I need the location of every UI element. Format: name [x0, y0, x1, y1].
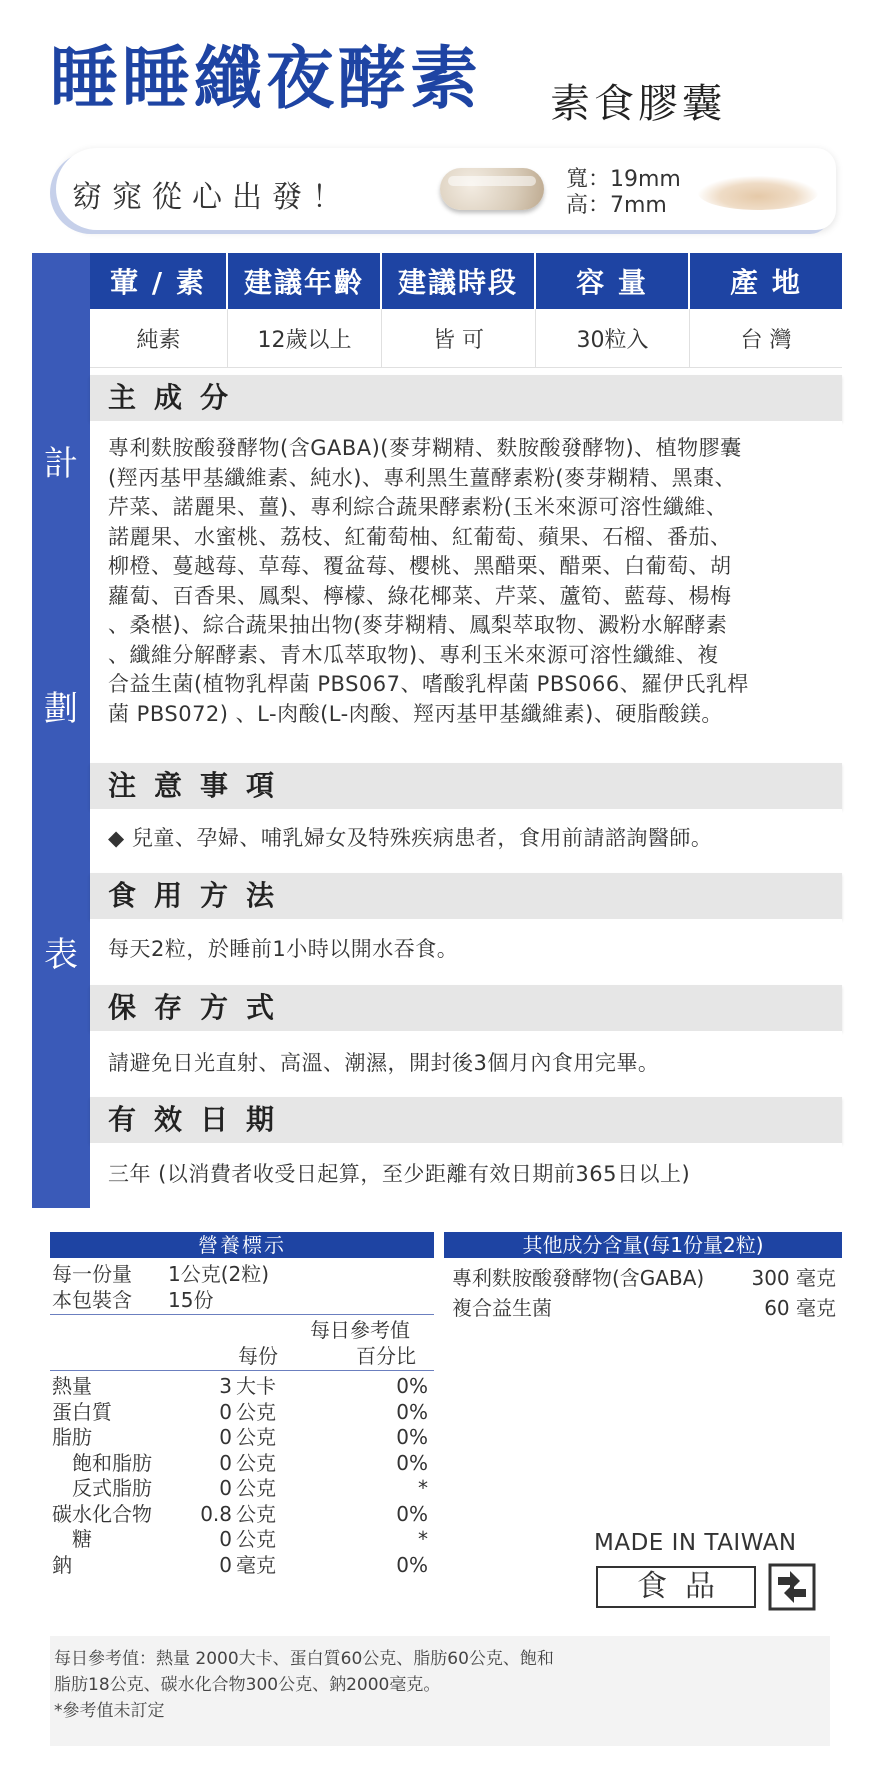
nutrient-name: 蛋白質: [52, 1399, 112, 1424]
divider: [50, 1370, 434, 1371]
ingredient-line: 芹菜、諾麗果、薑)、專利綜合蔬果酵素粉(玉米來源可溶性纖維、: [108, 495, 728, 519]
spec-width: 寬：19mm: [566, 167, 681, 192]
divider: [50, 1314, 434, 1315]
table-header-cell: 建議年齡: [228, 253, 380, 309]
nutrient-daily-pct: 0%: [396, 1374, 428, 1398]
section-heading-ingredients: 主成分: [90, 375, 842, 421]
nutrient-unit: 公克: [236, 1476, 276, 1500]
nutrient-name: 鈉: [52, 1552, 72, 1577]
ingredient-line: (羥丙基甲基纖維素、純水)、專利黑生薑酵素粉(麥芽糊精、黑棗、: [108, 465, 737, 490]
ingredient-line: 、纖維分解酵素、青木瓜萃取物)、專利玉米來源可溶性纖維、複: [108, 642, 719, 667]
ingredient-line: 柳橙、蔓越莓、草莓、覆盆莓、櫻桃、黑醋栗、醋栗、白葡萄、胡: [108, 554, 732, 578]
nutrient-amount: 0: [219, 1399, 232, 1424]
product-title: 睡睡纖夜酵素: [50, 40, 483, 119]
nutrition-title: 營養標示: [50, 1232, 434, 1258]
usage-text: 每天2粒，於睡前1小時以開水吞食。: [108, 937, 459, 961]
expiry-text: 三年 (以消費者收受日起算，至少距離有效日期前365日以上): [108, 1162, 691, 1186]
recycle-icon: [768, 1563, 816, 1611]
nutrient-unit: 公克: [236, 1399, 276, 1424]
nutrient-daily-pct: 0%: [396, 1501, 428, 1526]
nutrient-daily-pct: 0%: [396, 1425, 428, 1449]
ingredient-line: 專利麩胺酸發酵物(含GABA)(麥芽糊精、麩胺酸發酵物)、植物膠囊: [108, 436, 742, 460]
nutrient-name: 熱量: [52, 1374, 92, 1398]
table-header-cell: 建議時段: [382, 253, 534, 309]
table-value-cell: 30粒入: [536, 309, 690, 368]
daily-value-header-sub: 百分比: [356, 1344, 416, 1368]
table-value-cell: 12歲以上: [228, 309, 382, 368]
nutrient-amount: 0.8: [200, 1501, 232, 1526]
product-subtitle: 素食膠囊: [550, 81, 726, 127]
nutrient-name: 反式脂肪: [72, 1476, 152, 1500]
band-char: 表: [44, 935, 78, 975]
other-item-name: 專利麩胺酸發酵物(含GABA): [452, 1266, 705, 1290]
spec-height: 高：7mm: [566, 193, 667, 218]
nutrient-unit: 公克: [236, 1425, 276, 1449]
nutrient-name: 脂肪: [52, 1425, 92, 1449]
nutrient-amount: 0: [219, 1450, 232, 1475]
nutrient-unit: 毫克: [236, 1552, 276, 1577]
band-char: 劃: [44, 689, 78, 729]
table-header-cell: 產 地: [690, 253, 842, 309]
powder-image: [698, 176, 818, 210]
nutrient-unit: 大卡: [236, 1374, 276, 1398]
section-heading-usage: 食用方法: [90, 873, 842, 919]
package-value: 15份: [168, 1288, 214, 1312]
table-value-cell: 純素: [90, 309, 228, 368]
band-char: 計: [44, 444, 78, 484]
nutrient-daily-pct: *: [418, 1476, 428, 1500]
nutrient-unit: 公克: [236, 1501, 276, 1526]
ingredients-text: [108, 434, 838, 729]
slogan-text: 窈窕從心出發！: [72, 180, 352, 215]
other-item-name: 複合益生菌: [452, 1296, 552, 1320]
section-heading-expiry: 有效日期: [90, 1097, 842, 1143]
nutrient-amount: 0: [219, 1552, 232, 1577]
table-header-cell: 葷 / 素: [90, 253, 226, 309]
other-item-value: 60 毫克: [764, 1296, 836, 1320]
storage-text: 請避免日光直射、高溫、潮濕，開封後3個月內食用完畢。: [108, 1051, 660, 1075]
other-content-title: 其他成分含量(每1份量2粒): [444, 1232, 842, 1258]
ingredient-line: 、桑椹)、綜合蔬果抽出物(麥芽糊精、鳳梨萃取物、澱粉水解酵素: [108, 613, 728, 637]
plan-band: [32, 253, 90, 1208]
nutrient-daily-pct: *: [418, 1527, 428, 1551]
nutrient-amount: 0: [219, 1527, 232, 1551]
section-heading-storage: 保存方式: [90, 985, 842, 1031]
nutrient-unit: 公克: [236, 1450, 276, 1475]
footnote-line: 脂肪18公克、碳水化合物300公克、鈉2000毫克。: [54, 1675, 441, 1695]
per-serving-header: 每份: [238, 1344, 278, 1368]
ingredient-line: 菌 PBS072) 、L-肉酸(L-肉酸、羥丙基甲基纖維素)、硬脂酸鎂。: [108, 701, 723, 726]
nutrient-daily-pct: 0%: [396, 1450, 428, 1475]
nutrient-amount: 0: [219, 1476, 232, 1500]
table-header-cell: 容 量: [536, 253, 688, 309]
serving-value: 1公克(2粒): [168, 1262, 270, 1286]
footnote-line: 每日參考值：熱量 2000大卡、蛋白質60公克、脂肪60公克、飽和: [54, 1649, 554, 1669]
nutrient-daily-pct: 0%: [396, 1399, 428, 1424]
nutrient-amount: 3: [219, 1374, 232, 1398]
footnote-line: *參考值未訂定: [54, 1701, 165, 1721]
daily-value-header: 每日參考值: [310, 1318, 410, 1342]
nutrient-amount: 0: [219, 1425, 232, 1449]
serving-label: 每一份量: [52, 1262, 132, 1286]
package-label: 本包裝含: [52, 1288, 132, 1312]
nutrient-name: 碳水化合物: [52, 1501, 152, 1526]
section-heading-caution: 注意事項: [90, 763, 842, 809]
nutrient-name: 糖: [72, 1527, 92, 1551]
table-value-cell: 皆 可: [382, 309, 536, 368]
made-in-taiwan: MADE IN TAIWAN: [594, 1530, 797, 1556]
ingredient-line: 諾麗果、水蜜桃、荔枝、紅葡萄柚、紅葡萄、蘋果、石榴、番茄、: [108, 524, 732, 549]
caution-text: ◆ 兒童、孕婦、哺乳婦女及特殊疾病患者，食用前請諮詢醫師。: [108, 826, 713, 850]
nutrient-daily-pct: 0%: [396, 1552, 428, 1577]
other-item-value: 300 毫克: [751, 1266, 836, 1290]
nutrient-name: 飽和脂肪: [72, 1450, 152, 1475]
food-label: 食品: [596, 1566, 756, 1608]
ingredient-line: 蘿蔔、百香果、鳳梨、檸檬、綠花椰菜、芹菜、蘆筍、藍莓、楊梅: [108, 583, 732, 608]
ingredient-line: 合益生菌(植物乳桿菌 PBS067、嗜酸乳桿菌 PBS066、羅伊氏乳桿: [108, 672, 749, 696]
table-value-cell: 台 灣: [690, 309, 842, 368]
nutrient-unit: 公克: [236, 1527, 276, 1551]
capsule-image: [440, 168, 544, 210]
